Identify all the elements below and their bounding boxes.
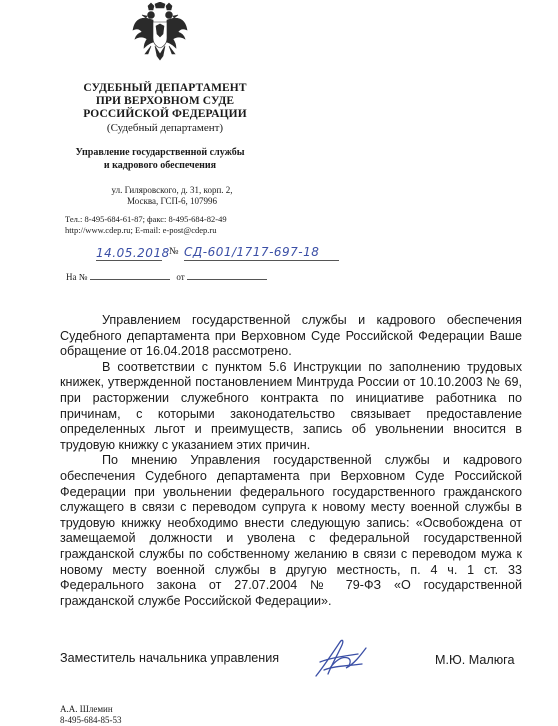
department-line2: и кадрового обеспечения [103, 160, 217, 171]
body-paragraph-2: В соответствии с пунктом 5.6 Инструкции по заполнению трудовых книжек, утвержденной постановлением Минтруда России от 10.10.2003 № 69, при расторжении служебного контракта по инициативе работника по причинам, с которыми законодательство связывает предоставление определенных льгот и преимуществ, запись об увольнении вносится в трудовую книжку с указанием этих причин. [60, 359, 522, 452]
contacts-phone-fax: Тел.: 8-495-684-61-87; факс: 8-495-684-82-49 [65, 214, 227, 224]
incoming-date-blank [187, 270, 267, 280]
incoming-number-blank [90, 270, 170, 280]
letter-body [60, 313, 522, 609]
executor-name: А.А. Шлемин [60, 704, 113, 714]
address-line1: ул. Гиляровского, д. 31, корп. 2, [111, 185, 233, 195]
org-name-line3: РОССИЙСКОЙ ФЕДЕРАЦИИ [83, 108, 247, 120]
handwritten-signature [310, 636, 370, 680]
department-line1: Управление государственной службы [75, 147, 245, 158]
registration-line [96, 243, 376, 265]
organization-block [70, 82, 260, 135]
number-label: № [169, 246, 180, 257]
outgoing-date: 14.05.2018 [96, 246, 170, 260]
number-underline [184, 260, 339, 261]
contacts-web-email: http://www.cdep.ru; E-mail: e-post@cdep.ru [65, 225, 217, 235]
org-name-line1: СУДЕБНЫЙ ДЕПАРТАМЕНТ [83, 82, 247, 94]
org-name-line2: ПРИ ВЕРХОВНОМ СУДЕ [95, 95, 235, 107]
org-short-name: (Судебный департамент) [106, 122, 224, 134]
incoming-date-label: от [176, 272, 185, 282]
executor-block [60, 704, 122, 726]
coat-of-arms-emblem [131, 2, 189, 64]
date-underline [96, 260, 162, 261]
incoming-number-label: На № [66, 272, 88, 282]
contacts-block [65, 214, 305, 236]
department-name [60, 146, 260, 172]
address-block [72, 185, 272, 207]
signatory-title: Заместитель начальника управления [60, 651, 280, 665]
executor-phone: 8-495-684-85-53 [60, 715, 122, 725]
outgoing-number: СД-601/1717-697-18 [184, 245, 320, 259]
body-paragraph-1: Управлением государственной службы и кадрового обеспечения Судебного департамента при Верховном Суде Российской Федерации Ваше обращение от 16.04.2018 рассмотрено. [60, 313, 522, 359]
address-line2: Москва, ГСП-6, 107996 [126, 196, 218, 206]
signatory-name: М.Ю. Малюга [435, 653, 515, 667]
incoming-reference [66, 270, 267, 283]
body-paragraph-3: По мнению Управления государственной службы и кадрового обеспечения Судебного департамента при Верховном Суде Российской Федерации при увольнении федерального государственного гражданского служащего в связи с переводом супруга к новому месту военной службы в трудовую книжку необходимо внести следующую запись: «Освобождена от замещаемой должности и уволена с федеральной государственной гражданской службы по собственному желанию в связи с переводом мужа к новому месту военной службы в другую местность, п. 4 ч. 1 ст. 33 Федерального закона от 27.07.2004 № 79-ФЗ «О государственной гражданской службе Российской Федерации». [60, 453, 522, 608]
